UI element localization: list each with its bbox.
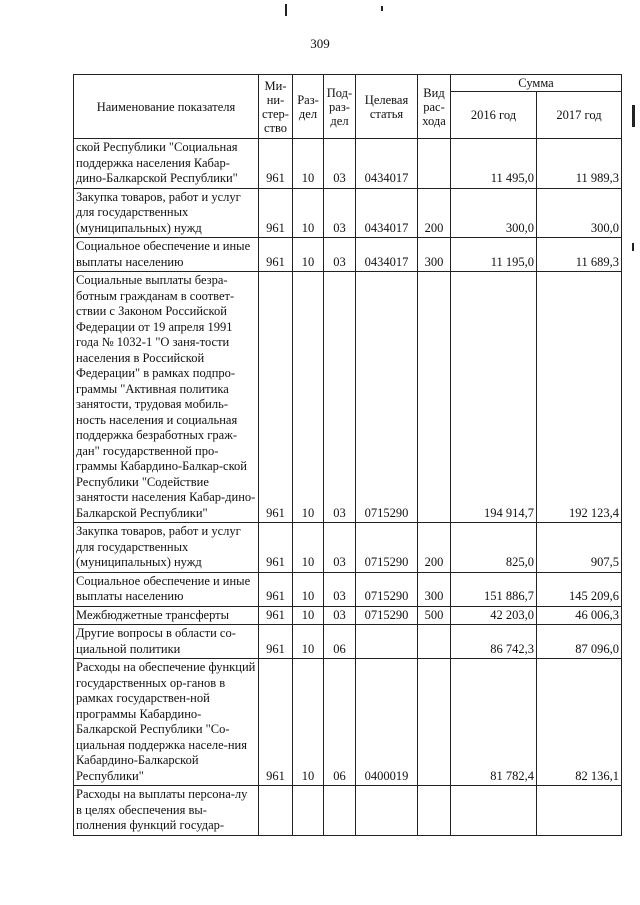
row-sum-2016: 194 914,7 bbox=[451, 272, 537, 523]
row-ministry: 961 bbox=[259, 272, 293, 523]
row-sum-2016: 825,0 bbox=[451, 523, 537, 573]
header-section: Раз- дел bbox=[293, 75, 324, 139]
scan-mark-right-2 bbox=[632, 243, 634, 251]
row-ministry: 961 bbox=[259, 625, 293, 659]
row-target: 0715290 bbox=[356, 606, 418, 625]
row-sum-2016 bbox=[451, 786, 537, 836]
row-section bbox=[293, 786, 324, 836]
row-section: 10 bbox=[293, 572, 324, 606]
row-ministry: 961 bbox=[259, 659, 293, 786]
row-name: Социальное обеспечение и иные выплаты населению bbox=[74, 238, 259, 272]
header-name: Наименование показателя bbox=[74, 75, 259, 139]
row-expense: 200 bbox=[418, 523, 451, 573]
row-sum-2017: 192 123,4 bbox=[537, 272, 622, 523]
row-name: Закупка товаров, работ и услуг для государственных (муниципальных) нужд bbox=[74, 188, 259, 238]
row-name: Социальное обеспечение и иные выплаты населению bbox=[74, 572, 259, 606]
table-row bbox=[74, 188, 622, 238]
row-ministry: 961 bbox=[259, 606, 293, 625]
row-sum-2016: 151 886,7 bbox=[451, 572, 537, 606]
row-sum-2016: 11 495,0 bbox=[451, 139, 537, 189]
table-row bbox=[74, 139, 622, 189]
row-subsection: 03 bbox=[324, 272, 356, 523]
table-row bbox=[74, 272, 622, 523]
row-ministry: 961 bbox=[259, 572, 293, 606]
row-target bbox=[356, 625, 418, 659]
row-subsection: 03 bbox=[324, 238, 356, 272]
row-sum-2017: 145 209,6 bbox=[537, 572, 622, 606]
row-name: Другие вопросы в области со-циальной политики bbox=[74, 625, 259, 659]
row-name: Расходы на выплаты персона-лу в целях обеспечения вы-полнения функций государ- bbox=[74, 786, 259, 836]
header-2016: 2016 год bbox=[451, 92, 537, 139]
row-subsection bbox=[324, 786, 356, 836]
page-number: 309 bbox=[310, 36, 330, 51]
table-row bbox=[74, 523, 622, 573]
header-sum: Сумма bbox=[451, 75, 622, 92]
row-section: 10 bbox=[293, 238, 324, 272]
row-ministry: 961 bbox=[259, 139, 293, 189]
row-subsection: 03 bbox=[324, 572, 356, 606]
scan-mark-top-left bbox=[285, 4, 287, 16]
row-target bbox=[356, 786, 418, 836]
table-row bbox=[74, 572, 622, 606]
budget-table bbox=[73, 74, 622, 836]
row-ministry: 961 bbox=[259, 188, 293, 238]
row-expense: 300 bbox=[418, 572, 451, 606]
row-target: 0400019 bbox=[356, 659, 418, 786]
header-ministry: Ми- ни- стер- ство bbox=[259, 75, 293, 139]
table-row bbox=[74, 606, 622, 625]
row-subsection: 06 bbox=[324, 625, 356, 659]
scan-mark-right-1 bbox=[632, 105, 635, 127]
table-row bbox=[74, 625, 622, 659]
row-expense bbox=[418, 139, 451, 189]
row-sum-2017: 46 006,3 bbox=[537, 606, 622, 625]
table-row bbox=[74, 659, 622, 786]
row-name: Социальные выплаты безра-ботным гражданам в соответ-ствии с Законом Российской Федерации от 19 апреля 1991 года № 1032-1 "О заня-тости населения в Российской Федерации" в рамках подпро-граммы "Активная политика занятости, трудовая мобиль-ность населения и социальная поддержка безработных граж-дан" государственной про-граммы Кабардино-Балкар-ской Республики "Содействие занятости населения Кабар-дино-Балкарской Республики" bbox=[74, 272, 259, 523]
row-expense bbox=[418, 659, 451, 786]
table-row bbox=[74, 786, 622, 836]
header-subsection: Под- раз- дел bbox=[324, 75, 356, 139]
row-section: 10 bbox=[293, 523, 324, 573]
row-ministry: 961 bbox=[259, 238, 293, 272]
row-sum-2017: 87 096,0 bbox=[537, 625, 622, 659]
row-sum-2017: 11 689,3 bbox=[537, 238, 622, 272]
header-expense: Вид рас- хода bbox=[418, 75, 451, 139]
row-ministry: 961 bbox=[259, 523, 293, 573]
row-target: 0434017 bbox=[356, 139, 418, 189]
scan-mark-top-right bbox=[381, 6, 383, 11]
row-subsection: 06 bbox=[324, 659, 356, 786]
row-name: ской Республики "Социальная поддержка населения Кабар-дино-Балкарской Республики" bbox=[74, 139, 259, 189]
row-sum-2016: 42 203,0 bbox=[451, 606, 537, 625]
row-section: 10 bbox=[293, 188, 324, 238]
row-name: Межбюджетные трансферты bbox=[74, 606, 259, 625]
row-section: 10 bbox=[293, 625, 324, 659]
row-subsection: 03 bbox=[324, 139, 356, 189]
row-target: 0715290 bbox=[356, 523, 418, 573]
row-sum-2016: 86 742,3 bbox=[451, 625, 537, 659]
row-name: Расходы на обеспечение функций государственных ор-ганов в рамках государствен-ной программы Кабардино-Балкарской Республики "Со-циальная поддержка населе-ния Кабардино-Балкарской Республики" bbox=[74, 659, 259, 786]
row-sum-2017: 300,0 bbox=[537, 188, 622, 238]
row-target: 0715290 bbox=[356, 572, 418, 606]
row-expense: 300 bbox=[418, 238, 451, 272]
row-target: 0715290 bbox=[356, 272, 418, 523]
row-expense bbox=[418, 625, 451, 659]
row-target: 0434017 bbox=[356, 188, 418, 238]
row-expense: 500 bbox=[418, 606, 451, 625]
row-section: 10 bbox=[293, 606, 324, 625]
row-ministry bbox=[259, 786, 293, 836]
table-row bbox=[74, 238, 622, 272]
row-expense bbox=[418, 786, 451, 836]
row-subsection: 03 bbox=[324, 606, 356, 625]
header-row bbox=[74, 75, 622, 92]
row-expense: 200 bbox=[418, 188, 451, 238]
row-sum-2016: 81 782,4 bbox=[451, 659, 537, 786]
row-sum-2017: 82 136,1 bbox=[537, 659, 622, 786]
row-section: 10 bbox=[293, 659, 324, 786]
row-sum-2016: 300,0 bbox=[451, 188, 537, 238]
row-subsection: 03 bbox=[324, 188, 356, 238]
row-sum-2017: 907,5 bbox=[537, 523, 622, 573]
row-target: 0434017 bbox=[356, 238, 418, 272]
row-subsection: 03 bbox=[324, 523, 356, 573]
row-sum-2017: 11 989,3 bbox=[537, 139, 622, 189]
row-name: Закупка товаров, работ и услуг для государственных (муниципальных) нужд bbox=[74, 523, 259, 573]
row-expense bbox=[418, 272, 451, 523]
row-section: 10 bbox=[293, 272, 324, 523]
row-sum-2017 bbox=[537, 786, 622, 836]
header-2017: 2017 год bbox=[537, 92, 622, 139]
row-section: 10 bbox=[293, 139, 324, 189]
row-sum-2016: 11 195,0 bbox=[451, 238, 537, 272]
header-target: Целевая статья bbox=[356, 75, 418, 139]
